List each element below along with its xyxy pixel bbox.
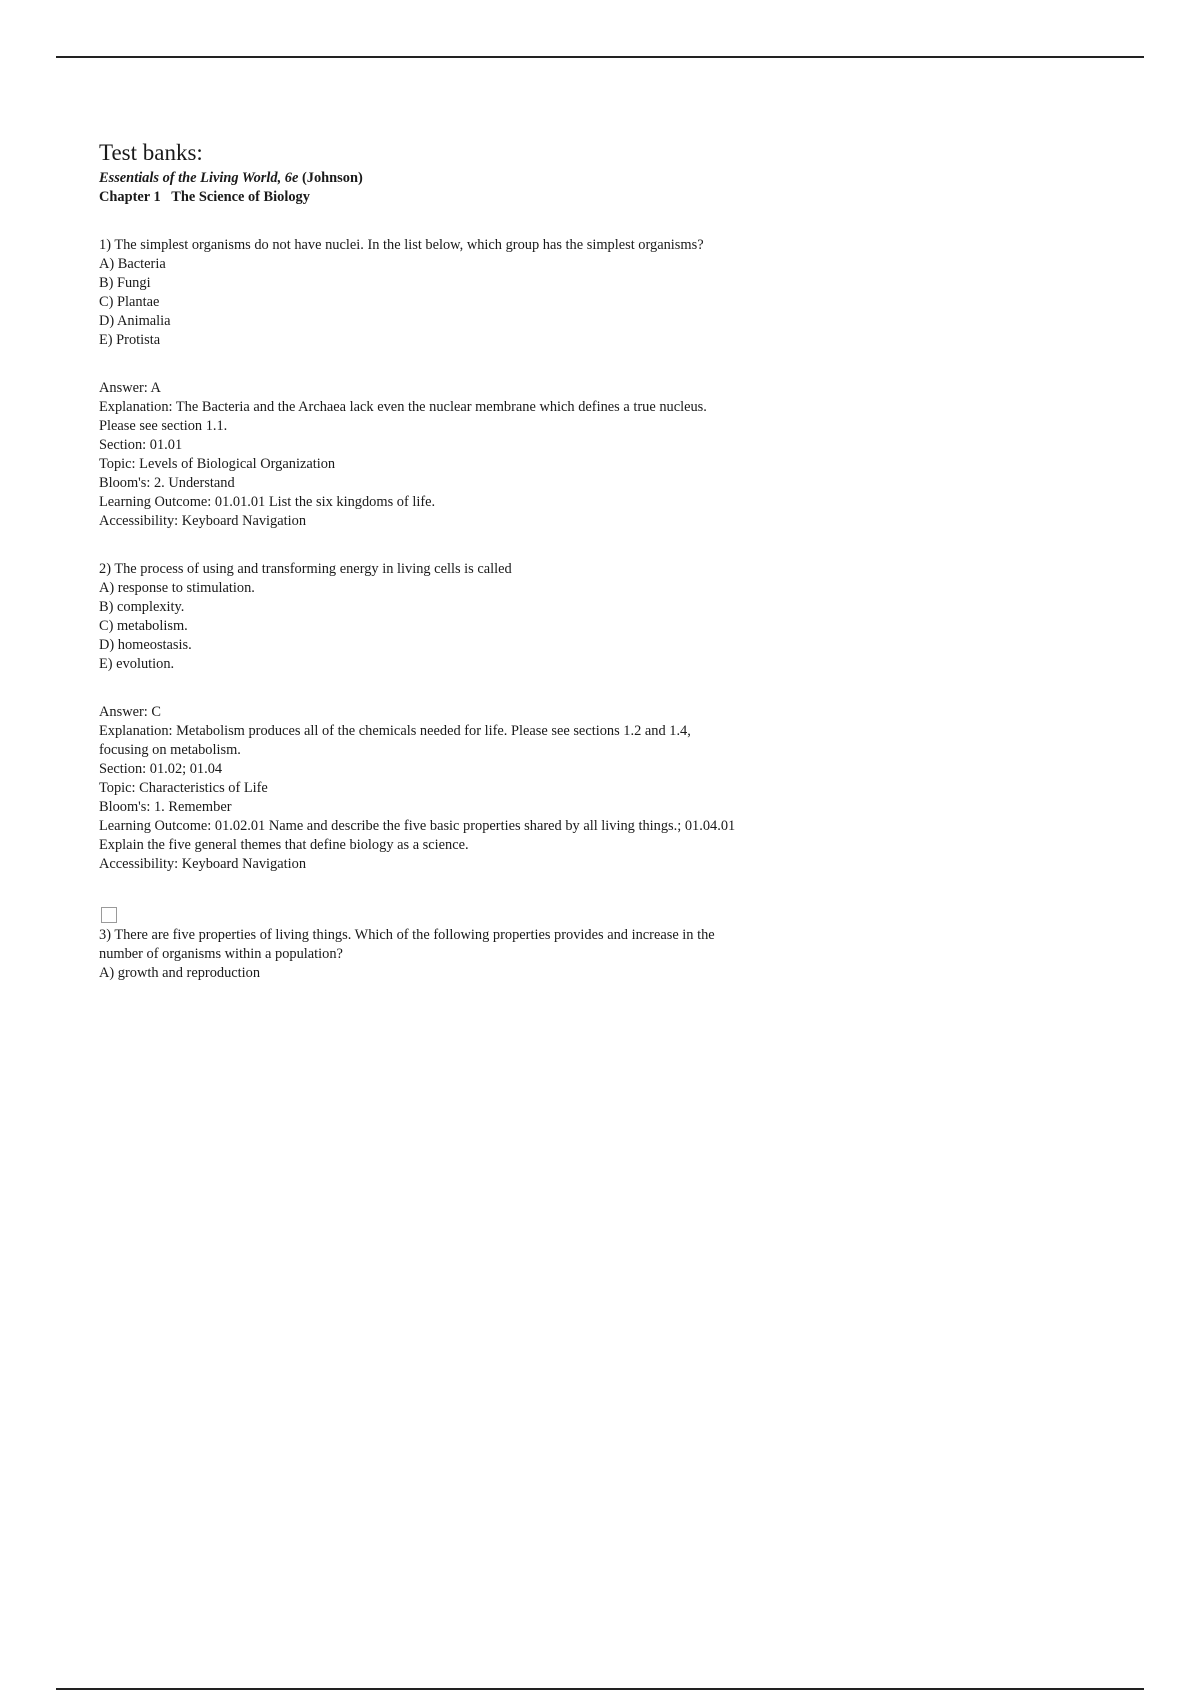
answer-options: [99, 255, 739, 350]
option-a: A) Bacteria: [99, 256, 166, 272]
option-d: D) homeostasis.: [99, 637, 192, 653]
bottom-rule: [56, 1688, 1144, 1690]
explanation: Explanation: Metabolism produces all of the chemicals needed for life. Please see sections 1.2 and 1.4, focusing on metabolism.: [99, 723, 691, 758]
question-1: [99, 236, 739, 350]
option-b: B) complexity.: [99, 599, 185, 615]
option-d: D) Animalia: [99, 313, 171, 329]
answer: Answer: A: [99, 380, 161, 396]
option-e: E) Protista: [99, 332, 161, 348]
learning-outcome: Learning Outcome: 01.01.01 List the six kingdoms of life.: [99, 494, 436, 510]
question-checkbox[interactable]: [101, 907, 117, 923]
question-stem: 3) There are five properties of living things. Which of the following properties provides and increase in the number of organisms within a population?: [99, 927, 715, 962]
answer: Answer: C: [99, 704, 161, 720]
option-e: E) evolution.: [99, 656, 175, 672]
question-2: [99, 560, 739, 674]
option-a: A) response to stimulation.: [99, 580, 255, 596]
answer-options: [99, 964, 739, 983]
document-heading: Test banks:: [99, 140, 203, 165]
book-title: Essentials of the Living World, 6e: [99, 170, 299, 186]
option-c: C) Plantae: [99, 294, 160, 310]
document-body: [99, 140, 739, 983]
top-rule: [56, 56, 1144, 58]
accessibility: Accessibility: Keyboard Navigation: [99, 856, 307, 872]
answer-options: [99, 579, 739, 674]
book-title-line: [99, 169, 739, 188]
section: Section: 01.01: [99, 437, 183, 453]
explanation: Explanation: The Bacteria and the Archaea lack even the nuclear membrane which defines a true nucleus. Please see section 1.1.: [99, 399, 707, 434]
question-stem: 1) The simplest organisms do not have nuclei. In the list below, which group has the simplest organisms?: [99, 237, 704, 253]
blooms-level: Bloom's: 2. Understand: [99, 475, 235, 491]
question-1-metadata: [99, 379, 739, 531]
topic: Topic: Characteristics of Life: [99, 780, 268, 796]
accessibility: Accessibility: Keyboard Navigation: [99, 513, 307, 529]
topic: Topic: Levels of Biological Organization: [99, 456, 336, 472]
question-3: [99, 926, 739, 983]
question-stem: 2) The process of using and transforming energy in living cells is called: [99, 561, 512, 577]
chapter-title: Chapter 1 The Science of Biology: [99, 189, 310, 205]
question-2-metadata: [99, 703, 739, 874]
option-a: A) growth and reproduction: [99, 965, 261, 981]
option-c: C) metabolism.: [99, 618, 188, 634]
blooms-level: Bloom's: 1. Remember: [99, 799, 232, 815]
option-b: B) Fungi: [99, 275, 151, 291]
section: Section: 01.02; 01.04: [99, 761, 223, 777]
book-author: (Johnson): [298, 170, 363, 186]
learning-outcome: Learning Outcome: 01.02.01 Name and describe the five basic properties shared by all living things.; 01.04.01 Explain the five general themes that define biology as a science.: [99, 818, 736, 853]
